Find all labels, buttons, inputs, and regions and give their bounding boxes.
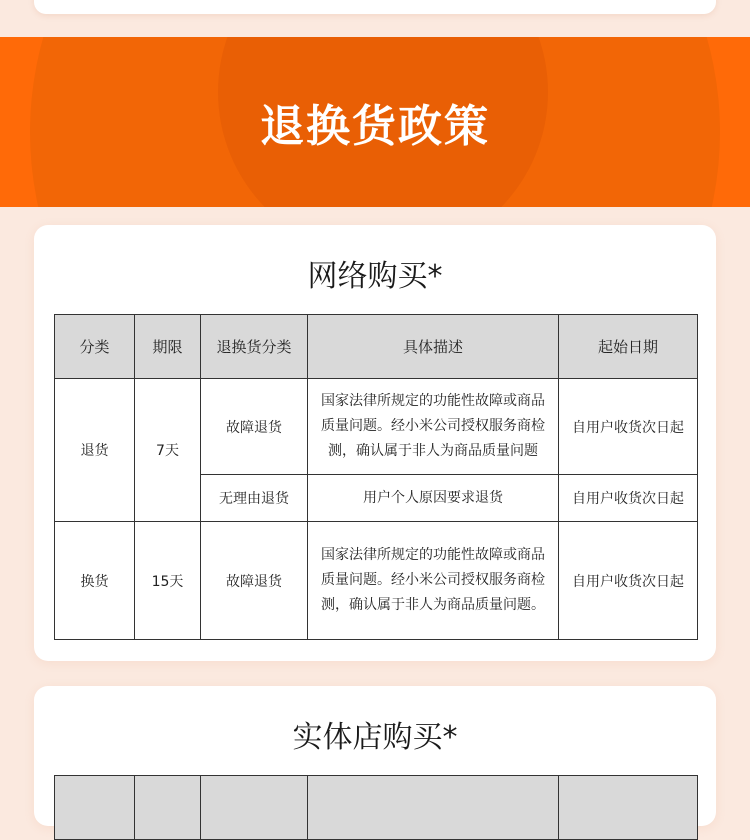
noreason-return-type-cell: 无理由退货 [201, 475, 308, 522]
table-row [55, 522, 698, 640]
exchange-category-cell: 换货 [55, 522, 135, 640]
policy-banner [0, 37, 750, 207]
noreason-return-desc-cell: 用户个人原因要求退货 [308, 475, 559, 522]
fault-return-type-cell: 故障退货 [201, 379, 308, 475]
previous-card [34, 0, 716, 14]
table-header-row [55, 776, 698, 840]
fault-return-desc-cell: 国家法律所规定的功能性故障或商品质量问题。经小米公司授权服务商检测，确认属于非人为商品质量问题 [308, 379, 559, 475]
noreason-return-start-cell: 自用户收货次日起 [559, 475, 698, 522]
online-policy-table [54, 314, 698, 640]
return-period-cell: 7天 [135, 379, 201, 522]
table-row [55, 379, 698, 475]
store-policy-table [54, 775, 698, 840]
exchange-type-cell: 故障退货 [201, 522, 308, 640]
header-category: 分类 [55, 315, 135, 379]
header-description: 具体描述 [308, 315, 559, 379]
header-start-date: 起始日期 [559, 315, 698, 379]
table-header-row [55, 315, 698, 379]
exchange-desc-cell: 国家法律所规定的功能性故障或商品质量问题。经小米公司授权服务商检测，确认属于非人为商品质量问题。 [308, 522, 559, 640]
exchange-period-cell: 15天 [135, 522, 201, 640]
banner-title: 退换货政策 [260, 101, 490, 152]
exchange-start-cell: 自用户收货次日起 [559, 522, 698, 640]
return-category-cell: 退货 [55, 379, 135, 522]
online-purchase-card [34, 225, 716, 661]
header-period: 期限 [135, 315, 201, 379]
online-purchase-title: 网络购买* [307, 259, 443, 294]
store-purchase-card [34, 686, 716, 826]
header-return-type: 退换货分类 [201, 315, 308, 379]
store-purchase-title: 实体店购买* [292, 720, 458, 755]
fault-return-start-cell: 自用户收货次日起 [559, 379, 698, 475]
